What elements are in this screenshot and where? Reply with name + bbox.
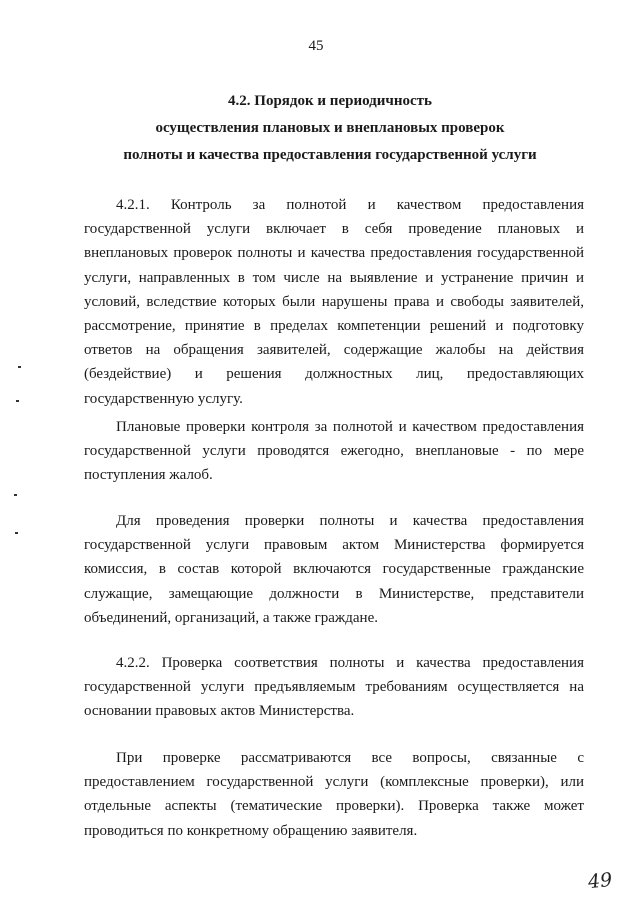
handwritten-page-number: 49 <box>586 868 614 894</box>
paragraph-1: 4.2.1. Контроль за полнотой и качеством предоставления государственной услуги включает в себя проведение плановых и внеплановых проверок полноты и качества предоставления государственной услуги, направленных в том числе на выявление и устранение причин и условий, вследствие которых были нарушены права и свободы заявителей, рассмотрение, принятие в пределах компетенции решений и подготовку ответов на обращения заявителей, содержащие жалобы на действия (бездействие) и решения должностных лиц, предоставляющих государственную услугу. <box>84 197 584 407</box>
paragraph-2: Плановые проверки контроля за полнотой и качеством предоставления государственной услуги проводятся ежегодно, внеплановые - по мере поступления жалоб. <box>84 419 584 484</box>
margin-mark <box>14 494 17 496</box>
page-number: 45 <box>308 38 324 54</box>
heading-line-3: полноты и качества предоставления государственной услуги <box>123 147 537 163</box>
margin-mark <box>18 366 21 368</box>
paragraph-4: 4.2.2. Проверка соответствия полноты и качества предоставления государственной услуги предъявляемым требованиям осуществляется на основании правовых актов Министерства. <box>84 655 584 720</box>
heading-line-1: 4.2. Порядок и периодичность <box>228 93 432 109</box>
section-heading <box>60 88 600 169</box>
margin-mark <box>15 532 18 534</box>
paragraph-5: При проверке рассматриваются все вопросы, связанные с предоставлением государственной услуги (комплексные проверки), или отдельные аспекты (тематические проверки). Проверка также может проводиться по конкретному обращению заявителя. <box>84 750 584 839</box>
heading-line-2: осуществления плановых и внеплановых проверок <box>155 120 505 136</box>
margin-mark <box>16 400 19 402</box>
paragraph-3: Для проведения проверки полноты и качества предоставления государственной услуги правовым актом Министерства формируется комиссия, в состав которой включаются государственные гражданские служащие, замещающие должности в Министерстве, представители объединений, организаций, а также граждане. <box>84 513 584 626</box>
